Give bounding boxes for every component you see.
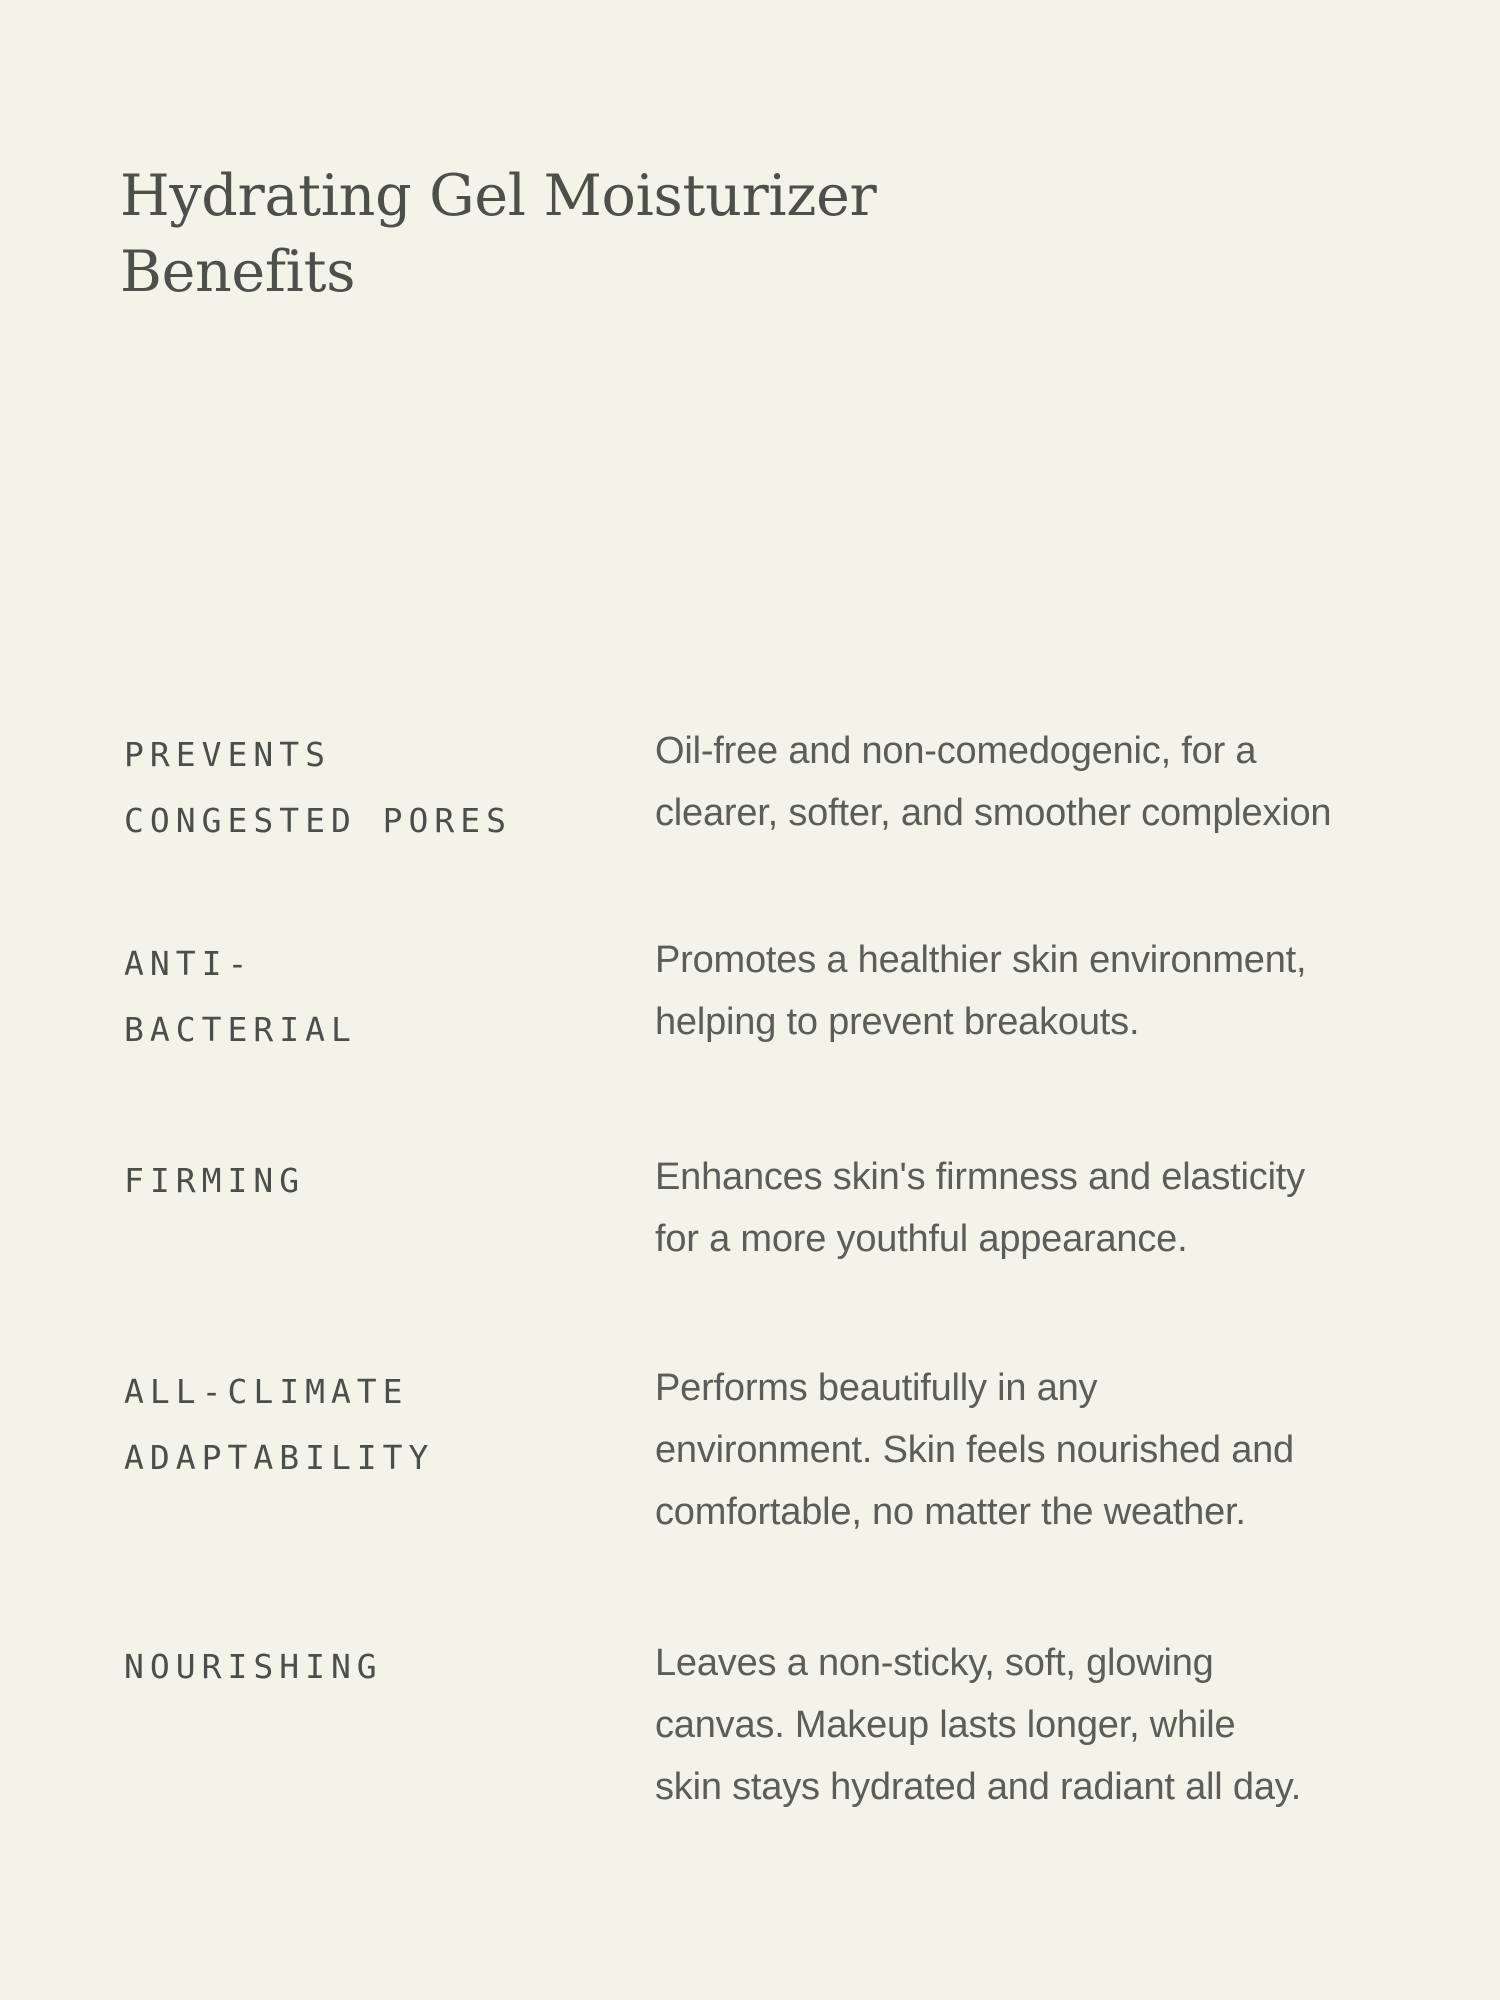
benefit-label [124, 722, 594, 854]
benefit-label [124, 1634, 594, 1700]
benefit-description [655, 1357, 1435, 1543]
benefit-description-line: environment. Skin feels nourished and [655, 1429, 1294, 1471]
benefit-label-line: NOURISHING [124, 1647, 383, 1686]
benefit-description [655, 929, 1435, 1053]
benefit-description-line: skin stays hydrated and radiant all day. [655, 1766, 1302, 1808]
benefit-description [655, 720, 1435, 844]
benefit-description [655, 1146, 1435, 1270]
benefit-description-line: helping to prevent breakouts. [655, 1001, 1140, 1043]
benefit-label-line: FIRMING [124, 1161, 306, 1200]
benefit-description-line: Enhances skin's firmness and elasticity [655, 1156, 1305, 1198]
benefit-label-line: CONGESTED PORES [124, 801, 513, 840]
benefit-description-line: canvas. Makeup lasts longer, while [655, 1704, 1236, 1746]
page-title-line-1: Hydrating Gel Moisturizer [120, 163, 877, 229]
benefit-description-line: Promotes a healthier skin environment, [655, 939, 1307, 981]
benefit-label-line: ALL-CLIMATE [124, 1372, 409, 1411]
benefit-label [124, 1148, 594, 1214]
benefit-description-line: Leaves a non-sticky, soft, glowing [655, 1642, 1214, 1684]
benefit-description-line: comfortable, no matter the weather. [655, 1491, 1246, 1533]
benefit-description-line: clearer, softer, and smoother complexion [655, 792, 1332, 834]
benefit-description-line: Oil-free and non-comedogenic, for a [655, 730, 1257, 772]
benefit-label-line: ADAPTABILITY [124, 1438, 435, 1477]
page-title-line-2: Benefits [120, 239, 356, 305]
benefit-label [124, 1359, 594, 1491]
benefit-label [124, 931, 594, 1063]
page-title [120, 158, 940, 310]
benefit-description-line: Performs beautifully in any [655, 1367, 1098, 1409]
benefit-description [655, 1632, 1435, 1818]
benefit-label-line: ANTI- [124, 944, 254, 983]
benefit-label-line: BACTERIAL [124, 1010, 357, 1049]
benefit-label-line: PREVENTS [124, 735, 331, 774]
benefit-description-line: for a more youthful appearance. [655, 1218, 1188, 1260]
